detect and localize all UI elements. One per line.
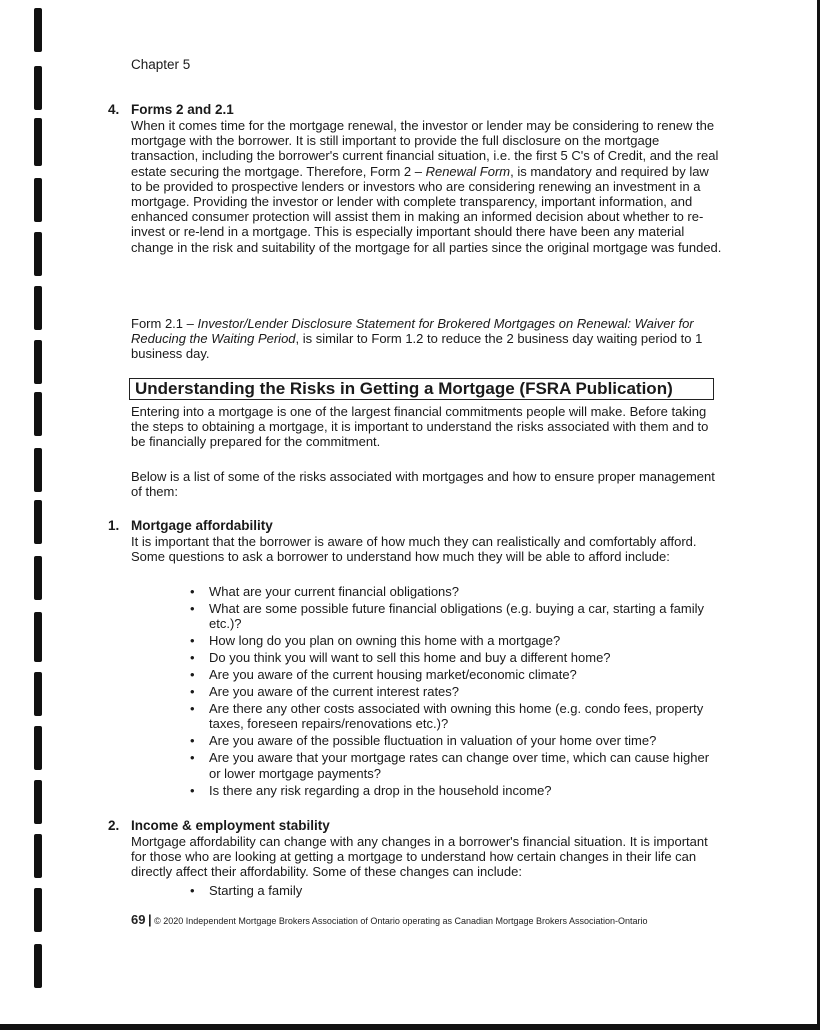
renewal-form-name: Renewal Form bbox=[425, 163, 511, 179]
list-item: • Are you aware that your mortgage rates can change over time, which can cause higher or lower mortgage payments? bbox=[190, 750, 710, 780]
list-item: • Is there any risk regarding a drop in the household income? bbox=[190, 783, 710, 798]
chapter-header: Chapter 5 bbox=[131, 57, 191, 72]
list-item: • What are some possible future financial obligations (e.g. buying a car, starting a family etc.)? bbox=[190, 601, 710, 631]
forms-paragraph-1: When it comes time for the mortgage renewal, the investor or lender may be considering to renew the mortgage with the borrower. It is still important to provide the full disclosure on the mortgage transaction, including the borrower's current financial situation, i.e. the first 5 C's of Credit, and the real estate securing the mortgage. Therefore, Form 2 – Renewal Form, is mandatory and required by law to be provided to prospective lenders or investors who are considering renewing an investment in a mortgage. Providing the investor or lender with complete transparency, important information, and enhanced consumer protection will assist them in making an informed decision about whether to re-invest or re-lend in a mortgage. This is especially important should there have been any material change in the risk and suitability of the mortgage for all parties since the original mortgage was funded. bbox=[131, 118, 722, 255]
list-item: • Starting a family bbox=[190, 883, 710, 898]
list-item: • Are there any other costs associated with owning this home (e.g. condo fees, property taxes, foreseen repairs/renovations etc.)? bbox=[190, 701, 710, 731]
binder-holes bbox=[34, 0, 46, 1000]
list-item: • How long do you plan on owning this home with a mortgage? bbox=[190, 633, 710, 648]
risks-intro-2: Below is a list of some of the risks associated with mortgages and how to ensure proper management of them: bbox=[131, 469, 715, 500]
section-title: Forms 2 and 2.1 bbox=[131, 102, 234, 117]
list-item: • What are your current financial obligations? bbox=[190, 584, 710, 599]
affordability-body: It is important that the borrower is aware of how much they can realistically and comfortably afford. Some questions to ask a borrower to understand how much they will be able to afford include: bbox=[131, 534, 697, 565]
section-title: Income & employment stability bbox=[131, 818, 330, 833]
list-item: • Are you aware of the current interest rates? bbox=[190, 684, 710, 699]
list-item: • Are you aware of the possible fluctuation in valuation of your home over time? bbox=[190, 733, 710, 748]
forms-paragraph-2: Form 2.1 – Investor/Lender Disclosure Statement for Brokered Mortgages on Renewal: Waiver for Reducing the Waiting Period, is similar to Form 1.2 to reduce the 2 business day waiting period to 1 business day. bbox=[131, 316, 703, 362]
income-items bbox=[190, 883, 710, 900]
list-item: • Are you aware of the current housing market/economic climate? bbox=[190, 667, 710, 682]
copyright-notice: © 2020 Independent Mortgage Brokers Association of Ontario operating as Canadian Mortgage Brokers Association-Ontario bbox=[154, 916, 648, 926]
scan-edge-bottom bbox=[0, 1024, 820, 1030]
affordability-questions bbox=[190, 584, 710, 800]
list-item: • Do you think you will want to sell this home and buy a different home? bbox=[190, 650, 710, 665]
footer-separator: | bbox=[147, 912, 152, 927]
risks-heading: Understanding the Risks in Getting a Mortgage (FSRA Publication) bbox=[129, 378, 714, 400]
income-body: Mortgage affordability can change with any changes in a borrower's financial situation. It is important for those who are looking at getting a mortgage to understand how certain changes in their life can directly affect their affordability. Some of these changes can include: bbox=[131, 834, 708, 880]
section-number: 2. bbox=[108, 818, 120, 833]
page-footer bbox=[131, 912, 648, 927]
section-number: 1. bbox=[108, 518, 120, 533]
risks-intro-1: Entering into a mortgage is one of the largest financial commitments people will make. Before taking the steps to obtaining a mortgage, it is important to understand the risks associated with them and to be financially prepared for the commitment. bbox=[131, 404, 709, 450]
page-number: 69 bbox=[131, 912, 146, 927]
section-title: Mortgage affordability bbox=[131, 518, 273, 533]
form-2-1-name: Investor/Lender Disclosure Statement for Brokered Mortgages on Renewal: Waiver for Reducing the Waiting Period bbox=[131, 316, 694, 347]
section-number: 4. bbox=[108, 102, 120, 117]
